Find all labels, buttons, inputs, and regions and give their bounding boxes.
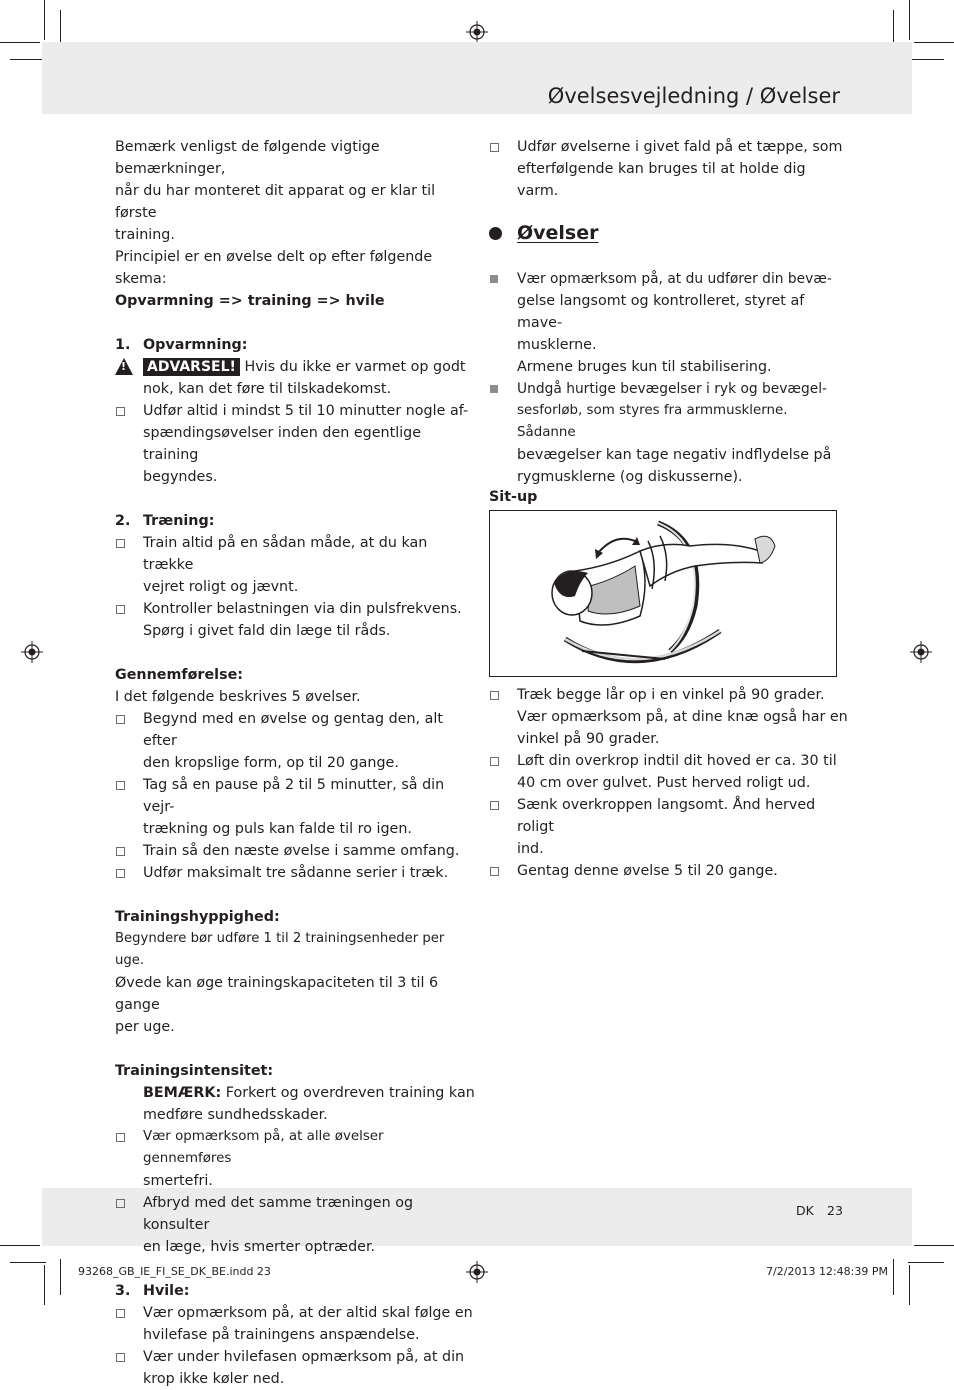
crop-mark bbox=[909, 1265, 910, 1305]
page-number: 23 bbox=[827, 1203, 843, 1218]
section-heading bbox=[115, 1280, 475, 1302]
square-bullet-icon bbox=[490, 385, 498, 393]
checkbox-bullet-icon bbox=[116, 1309, 125, 1318]
list-item-text: rygmusklerne (og diskusserne). bbox=[517, 469, 743, 485]
checkbox-bullet-icon bbox=[116, 407, 125, 416]
list-item bbox=[115, 598, 475, 642]
list-item bbox=[115, 862, 475, 884]
note-text: Forkert og overdreven training kan bbox=[225, 1085, 475, 1101]
registration-mark-icon bbox=[466, 21, 488, 43]
intro-text: Principiel er en øvelse delt op efter følgende skema: bbox=[115, 249, 433, 287]
list-item-text: Train altid på en sådan måde, at du kan trække bbox=[143, 535, 428, 573]
checkbox-bullet-icon bbox=[116, 715, 125, 724]
list-item-text: Spørg i givet fald din læge til råds. bbox=[143, 623, 391, 639]
list-item-text: gelse langsomt og kontrolleret, styret af mave- bbox=[517, 293, 805, 331]
body-text: per uge. bbox=[115, 1019, 175, 1035]
language-code: DK bbox=[796, 1203, 814, 1218]
list-item-text: Vær opmærksom på, at dine knæ også har en bbox=[517, 709, 848, 725]
list-item-text: spændingsøvelser inden den egentlige training bbox=[143, 425, 422, 463]
list-item-text: Afbryd med det samme træningen og konsulter bbox=[143, 1195, 414, 1233]
section-heading bbox=[115, 510, 475, 532]
list-item-text: Vær opmærksom på, at der altid skal følge en bbox=[143, 1305, 473, 1321]
subsection-title: Gennemførelse: bbox=[115, 667, 243, 683]
list-item-text: Tag så en pause på 2 til 5 minutter, så din vejr- bbox=[143, 777, 445, 815]
checkbox-bullet-icon bbox=[116, 1199, 125, 1208]
list-item-text: vejret roligt og jævnt. bbox=[143, 579, 299, 595]
crop-mark bbox=[60, 10, 61, 46]
list-item-text: Sænk overkroppen langsomt. Ånd herved roligt bbox=[517, 797, 816, 835]
crop-mark bbox=[10, 1262, 46, 1263]
list-item bbox=[489, 860, 849, 882]
list-item-text: smertefri. bbox=[143, 1173, 213, 1189]
list-item bbox=[489, 794, 849, 860]
section-title: Opvarmning: bbox=[143, 337, 248, 353]
left-column bbox=[115, 136, 475, 1390]
list-item bbox=[115, 708, 475, 774]
crop-mark bbox=[10, 59, 46, 60]
exercise-steps bbox=[489, 684, 849, 882]
list-item-text: den kropslige form, op til 20 gange. bbox=[143, 755, 399, 771]
exercise-notes bbox=[489, 268, 849, 488]
list-item bbox=[115, 1126, 475, 1192]
warning-text: Hvis du ikke er varmet op godt bbox=[244, 359, 466, 375]
square-bullet-icon bbox=[490, 275, 498, 283]
print-timestamp: 7/2/2013 12:48:39 PM bbox=[766, 1265, 888, 1278]
checkbox-bullet-icon bbox=[490, 143, 499, 152]
list-item-text: ind. bbox=[517, 841, 544, 857]
list-item-text: Begynd med en øvelse og gentag den, alt efter bbox=[143, 711, 443, 749]
sit-up-figure-icon bbox=[490, 511, 835, 675]
list-item bbox=[489, 750, 849, 794]
list-item-text: trækning og puls kan falde til ro igen. bbox=[143, 821, 412, 837]
list-item-text: Vær under hvilefasen opmærksom på, at din bbox=[143, 1349, 465, 1365]
intro-text: training. bbox=[115, 227, 175, 243]
list-item bbox=[115, 1192, 475, 1258]
warning-block bbox=[115, 356, 475, 378]
crop-mark bbox=[914, 1245, 954, 1246]
registration-mark-icon bbox=[21, 641, 43, 663]
crop-mark bbox=[893, 10, 894, 46]
file-info: 93268_GB_IE_FI_SE_DK_BE.indd 23 bbox=[78, 1265, 271, 1278]
bullet-dot-icon bbox=[489, 227, 502, 240]
list-item-text: bevægelser kan tage negativ indflydelse på bbox=[517, 447, 832, 463]
sit-up-illustration bbox=[489, 510, 837, 677]
list-item bbox=[115, 840, 475, 862]
list-item bbox=[115, 532, 475, 598]
list-item-text: Undgå hurtige bevægelser i ryk og bevægel- bbox=[517, 381, 828, 397]
section-heading bbox=[489, 220, 849, 246]
warning-text: nok, kan det føre til tilskadekomst. bbox=[143, 381, 392, 397]
intro-text: når du har monteret dit apparat og er klar til første bbox=[115, 183, 436, 221]
intro-text: Bemærk venligst de følgende vigtige bemærkninger, bbox=[115, 139, 380, 177]
crop-mark bbox=[44, 1265, 45, 1305]
section-number: 2. bbox=[115, 513, 131, 529]
list-item-text: Udfør øvelserne i givet fald på et tæppe, som bbox=[517, 139, 843, 155]
body-text: I det følgende beskrives 5 øvelser. bbox=[115, 689, 361, 705]
right-column bbox=[489, 136, 849, 202]
subsection-title: Trainingshyppighed: bbox=[115, 909, 280, 925]
list-item-text: Gentag denne øvelse 5 til 20 gange. bbox=[517, 863, 778, 879]
list-item bbox=[489, 268, 849, 378]
list-item bbox=[489, 684, 849, 750]
body-text: Begyndere bør udføre 1 til 2 trainingsenheder per uge. bbox=[115, 931, 445, 968]
list-item-text: musklerne. bbox=[517, 337, 597, 353]
list-item bbox=[115, 774, 475, 840]
section-title: Øvelser bbox=[517, 222, 599, 244]
registration-mark-icon bbox=[910, 641, 932, 663]
list-item-text: efterfølgende kan bruges til at holde dig varm. bbox=[517, 161, 806, 199]
training-scheme: Opvarmning => training => hvile bbox=[115, 293, 385, 309]
note-label: BEMÆRK: bbox=[143, 1085, 222, 1101]
checkbox-bullet-icon bbox=[116, 847, 125, 856]
checkbox-bullet-icon bbox=[116, 539, 125, 548]
checkbox-bullet-icon bbox=[490, 801, 499, 810]
list-item-text: Vær opmærksom på, at alle øvelser gennemføres bbox=[143, 1129, 384, 1166]
list-item bbox=[489, 378, 849, 488]
crop-mark bbox=[44, 0, 45, 40]
checkbox-bullet-icon bbox=[490, 691, 499, 700]
checkbox-bullet-icon bbox=[116, 869, 125, 878]
exercise-title: Sit-up bbox=[489, 489, 538, 505]
checkbox-bullet-icon bbox=[116, 781, 125, 790]
warning-label: ADVARSEL! bbox=[143, 358, 240, 376]
checkbox-bullet-icon bbox=[116, 1133, 125, 1142]
section-heading bbox=[115, 334, 475, 356]
list-item-text: Kontroller belastningen via din pulsfrekvens. bbox=[143, 601, 462, 617]
list-item-text: 40 cm over gulvet. Pust herved roligt ud. bbox=[517, 775, 811, 791]
section-number: 1. bbox=[115, 337, 131, 353]
checkbox-bullet-icon bbox=[490, 757, 499, 766]
body-text: Øvede kan øge trainingskapaciteten til 3 til 6 gange bbox=[115, 975, 439, 1013]
page-title: Øvelsesvejledning / Øvelser bbox=[547, 84, 840, 108]
section-title: Træning: bbox=[143, 513, 215, 529]
crop-mark bbox=[914, 42, 954, 43]
subsection-title: Trainingsintensitet: bbox=[115, 1063, 274, 1079]
list-item bbox=[115, 1346, 475, 1390]
list-item-text: Udfør altid i mindst 5 til 10 minutter nogle af- bbox=[143, 403, 469, 419]
checkbox-bullet-icon bbox=[116, 1353, 125, 1362]
section-title: Hvile: bbox=[143, 1283, 190, 1299]
list-item bbox=[115, 1302, 475, 1346]
list-item-text: Armene bruges kun til stabilisering. bbox=[517, 359, 772, 375]
list-item bbox=[489, 136, 849, 202]
list-item-text: krop ikke køler ned. bbox=[143, 1371, 285, 1387]
list-item-text: Træk begge lår op i en vinkel på 90 grader. bbox=[517, 687, 825, 703]
crop-mark bbox=[893, 1259, 894, 1295]
checkbox-bullet-icon bbox=[490, 867, 499, 876]
exercise-title-block bbox=[489, 486, 849, 508]
note-text: medføre sundhedsskader. bbox=[143, 1107, 328, 1123]
list-item-text: sesforløb, som styres fra armmusklerne. Sådanne bbox=[517, 403, 788, 440]
crop-mark bbox=[908, 59, 944, 60]
list-item bbox=[115, 400, 475, 488]
list-item-text: Udfør maksimalt tre sådanne serier i træk. bbox=[143, 865, 449, 881]
crop-mark bbox=[908, 1262, 944, 1263]
list-item-text: Vær opmærksom på, at du udfører din bevæ- bbox=[517, 271, 832, 287]
crop-mark bbox=[909, 0, 910, 40]
list-item-text: begyndes. bbox=[143, 469, 218, 485]
crop-mark bbox=[0, 1245, 40, 1246]
list-item-text: en læge, hvis smerter optræder. bbox=[143, 1239, 376, 1255]
exclamation-icon: ! bbox=[121, 360, 127, 373]
crop-mark bbox=[0, 42, 40, 43]
list-item-text: hvilefase på trainingens anspændelse. bbox=[143, 1327, 420, 1343]
exercises-section bbox=[489, 220, 849, 246]
list-item-text: vinkel på 90 grader. bbox=[517, 731, 660, 747]
crop-mark bbox=[60, 1259, 61, 1295]
list-item-text: Train så den næste øvelse i samme omfang. bbox=[143, 843, 460, 859]
checkbox-bullet-icon bbox=[116, 605, 125, 614]
section-number: 3. bbox=[115, 1283, 131, 1299]
list-item-text: Løft din overkrop indtil dit hoved er ca. 30 til bbox=[517, 753, 837, 769]
